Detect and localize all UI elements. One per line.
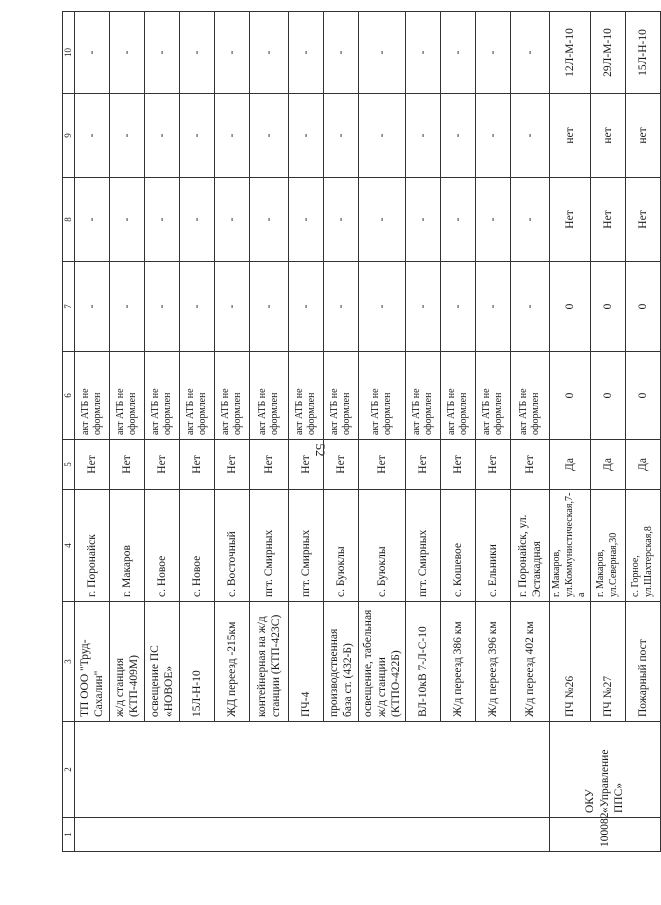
cell-c9: - [75,94,110,178]
cell-c5: Да [550,440,591,490]
cell-object: ТП ООО "Труд-Сахалин" [75,602,110,722]
cell-c7: - [250,262,289,352]
cell-c8: - [215,178,250,262]
cell-c6: акт АТБ не оформлен [324,352,359,440]
cell-c5: Нет [180,440,215,490]
cell-c7: - [180,262,215,352]
column-header: 3 [63,602,75,722]
cell-c8: - [406,178,441,262]
cell-c5: Нет [110,440,145,490]
cell-address: г. Макаров, ул.Коммунистическая,7-а [550,490,591,602]
cell-object: производственная база ст. (432-Б) [324,602,359,722]
column-header: 8 [63,178,75,262]
cell-c9: - [250,94,289,178]
table-row [75,12,110,852]
cell-c6: акт АТБ не оформлен [289,352,324,440]
cell-c8: - [289,178,324,262]
cell-c8: - [441,178,476,262]
cell-c7: - [145,262,180,352]
cell-address: с. Буюклы [324,490,359,602]
cell-c9: - [441,94,476,178]
cell-c5: Нет [289,440,324,490]
table-row [550,12,591,852]
cell-c8: - [180,178,215,262]
cell-c8: - [359,178,406,262]
cell-c7: 0 [590,262,625,352]
cell-object: Ж/д переезд 386 км [441,602,476,722]
header-row [63,12,75,852]
cell-c10: - [359,12,406,94]
cell-c7: - [476,262,511,352]
cell-address: с. Новое [180,490,215,602]
cell-address: с. Горное, ул.Шахтерская,8 [625,490,660,602]
cell-object: контейнерная на ж/д станции (КТП-423С) [250,602,289,722]
rotated-table-sheet [62,12,654,852]
cell-c2 [75,722,550,818]
cell-c1 [75,818,550,852]
cell-c7: - [406,262,441,352]
cell-address: с. Новое [145,490,180,602]
cell-address: г. Макаров, ул.Северная,30 [590,490,625,602]
cell-c9: - [289,94,324,178]
cell-c5: Нет [75,440,110,490]
cell-c7: - [110,262,145,352]
cell-c7: - [441,262,476,352]
cell-c6: акт АТБ не оформлен [145,352,180,440]
column-header: 4 [63,490,75,602]
cell-group-code: 100082 [550,818,661,852]
cell-object: ж/д станция (КТП-409М) [110,602,145,722]
cell-c6: акт АТБ не оформлен [359,352,406,440]
cell-c9: - [359,94,406,178]
cell-group-organization: ОКУ «Управление ППС» [550,722,661,818]
cell-object: освещение, табельная ж/д станции (КТПО-422Б) [359,602,406,722]
cell-c5: Нет [324,440,359,490]
cell-object: ПЧ №27 [590,602,625,722]
cell-address: с. Ельники [476,490,511,602]
cell-c8: - [145,178,180,262]
cell-c9: нет [625,94,660,178]
cell-c7: 0 [625,262,660,352]
cell-object: Ж/д переезд 402 км [511,602,550,722]
cell-object: ЖД переезд -215км [215,602,250,722]
cell-c8: Нет [590,178,625,262]
cell-c9: - [215,94,250,178]
cell-c5: Нет [441,440,476,490]
cell-c6: 0 [625,352,660,440]
cell-address: пгт. Смирных [406,490,441,602]
page-number: 52 [313,443,328,457]
cell-c5: Да [590,440,625,490]
cell-c6: 0 [550,352,591,440]
cell-c9: - [145,94,180,178]
cell-c6: акт АТБ не оформлен [476,352,511,440]
cell-object: ПЧ №26 [550,602,591,722]
cell-address: г. Поронайск, ул. Эстакадная [511,490,550,602]
cell-c8: - [476,178,511,262]
column-header: 6 [63,352,75,440]
cell-address: пгт. Смирных [250,490,289,602]
cell-c10: - [110,12,145,94]
cell-c6: акт АТБ не оформлен [215,352,250,440]
cell-c8: - [110,178,145,262]
cell-c10: - [476,12,511,94]
column-header: 7 [63,262,75,352]
cell-c10: - [511,12,550,94]
cell-c10: - [324,12,359,94]
cell-c7: - [215,262,250,352]
cell-c7: - [289,262,324,352]
cell-c7: - [324,262,359,352]
cell-c7: - [359,262,406,352]
column-header: 5 [63,440,75,490]
cell-c6: акт АТБ не оформлен [180,352,215,440]
cell-c10: - [250,12,289,94]
cell-c8: - [324,178,359,262]
cell-address: с. Буюклы [359,490,406,602]
cell-c6: акт АТБ не оформлен [110,352,145,440]
cell-c9: - [110,94,145,178]
cell-c6: акт АТБ не оформлен [441,352,476,440]
cell-c10: - [215,12,250,94]
cell-c8: Нет [550,178,591,262]
cell-c8: - [75,178,110,262]
cell-address: пгт. Смирных [289,490,324,602]
cell-object: Пожарный пост [625,602,660,722]
cell-address: с. Восточный [215,490,250,602]
cell-object: Ж/д переезд 396 км [476,602,511,722]
cell-c6: акт АТБ не оформлен [511,352,550,440]
cell-c7: - [75,262,110,352]
cell-c10: - [75,12,110,94]
column-header: 9 [63,94,75,178]
cell-c9: нет [590,94,625,178]
cell-c5: Нет [511,440,550,490]
cell-object: ПЧ-4 [289,602,324,722]
cell-c6: акт АТБ не оформлен [75,352,110,440]
column-header: 1 [63,818,75,852]
cell-c8: - [250,178,289,262]
cell-address: с. Кошевое [441,490,476,602]
cell-object: освещение ПС «НОВОЕ» [145,602,180,722]
cell-c5: Нет [215,440,250,490]
cell-c5: Нет [359,440,406,490]
cell-c5: Нет [145,440,180,490]
cell-c10: - [406,12,441,94]
cell-c5: Нет [406,440,441,490]
cell-c6: акт АТБ не оформлен [406,352,441,440]
cell-c10: - [145,12,180,94]
column-header: 10 [63,12,75,94]
cell-c7: - [511,262,550,352]
cell-c8: Нет [625,178,660,262]
cell-c9: - [511,94,550,178]
cell-c6: акт АТБ не оформлен [250,352,289,440]
cell-c9: - [476,94,511,178]
data-table [62,11,661,852]
cell-address: г. Макаров [110,490,145,602]
cell-c10: - [289,12,324,94]
cell-c7: 0 [550,262,591,352]
cell-c9: нет [550,94,591,178]
cell-c10: 29Л-М-10 [590,12,625,94]
cell-c5: Нет [250,440,289,490]
cell-c6: 0 [590,352,625,440]
cell-object: 15Л-Н-10 [180,602,215,722]
cell-c9: - [324,94,359,178]
cell-c8: - [511,178,550,262]
cell-c5: Да [625,440,660,490]
cell-c9: - [406,94,441,178]
cell-c10: - [180,12,215,94]
column-header: 2 [63,722,75,818]
cell-c5: Нет [476,440,511,490]
cell-object: ВЛ-10кВ 7-Л-С-10 [406,602,441,722]
cell-address: г. Поронайск [75,490,110,602]
cell-c10: 12Л-М-10 [550,12,591,94]
cell-c9: - [180,94,215,178]
cell-c10: 15Л-Н-10 [625,12,660,94]
cell-c10: - [441,12,476,94]
